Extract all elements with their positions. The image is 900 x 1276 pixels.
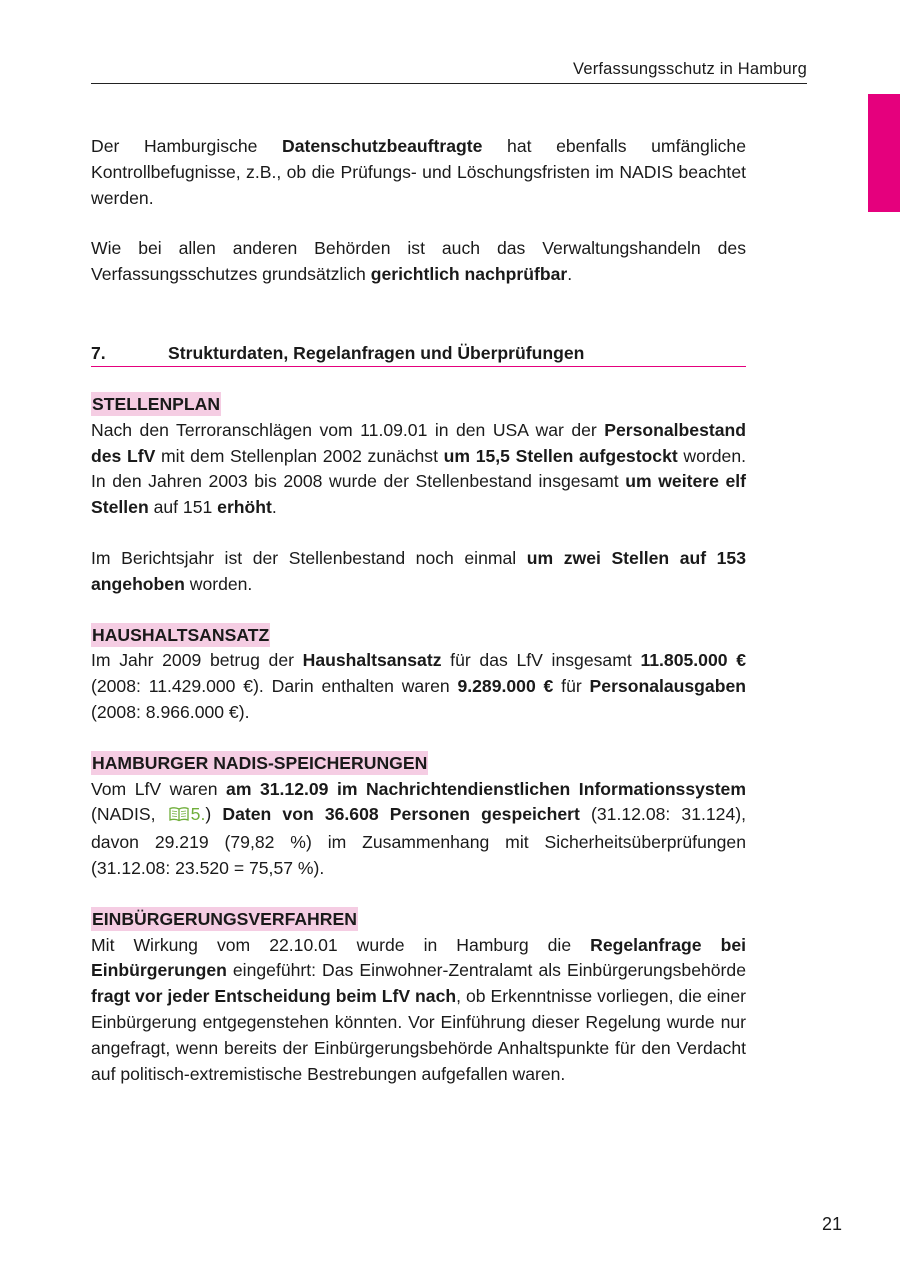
chapter-marker-tab	[868, 94, 900, 212]
section-number: 7.	[91, 342, 106, 363]
page-content	[91, 134, 746, 1087]
stellenplan-paragraph-2	[91, 546, 746, 598]
text-run: .	[271, 497, 277, 518]
haushalt-paragraph	[91, 648, 746, 725]
text-run: Wie bei allen anderen Behörden ist auch das Verwaltungshandeln des Verfassungsschutzes grundsätzlich	[91, 238, 746, 285]
bold-run: 11.805.000 €	[640, 650, 746, 671]
text-run: für das LfV insgesamt	[441, 650, 641, 671]
bold-run: um zwei Stellen auf 153 angehoben	[91, 547, 747, 594]
text-run: Im Berichtsjahr ist der Stellenbestand noch einmal	[91, 547, 527, 568]
text-run: für	[553, 676, 590, 697]
bold-run: am 31.12.09 im Nachrichtendienstlichen Informationssystem	[226, 778, 746, 799]
section-heading	[91, 341, 746, 367]
text-run: (31.12.08: 31.124), davon 29.219 (79,82 %) im Zusammenhang mit Sicherheitsüberprüfungen (31.12.08: 23.520 = 75,57 %).	[91, 804, 746, 878]
text-run: eingeführt: Das Einwohner-Zentralamt als Einbürgerungsbehörde	[226, 960, 746, 981]
bold-run: erhöht	[217, 497, 272, 518]
text-run: Vom LfV waren	[91, 778, 227, 799]
book-icon	[169, 804, 189, 830]
bold-run: Datenschutzbeauftragte	[282, 136, 483, 156]
text-run: mit dem Stellenplan 2002 zunächst	[155, 445, 444, 466]
bold-run: 9.289.000 €	[457, 676, 554, 697]
text-run: worden. In den Jahren 2003 bis 2008 wurde der Stellenbestand insgesamt	[91, 445, 746, 492]
bold-run: Personalbestand des LfV	[91, 419, 746, 466]
subheading-nadis: HAMBURGER NADIS-SPEICHERUNGEN	[92, 752, 428, 773]
bold-run: um weitere elf Stellen	[91, 471, 746, 518]
text-run: hat ebenfalls umfängliche Kontrollbefugnisse, z.B., ob die Prüfungs- und Löschungsfristen im NADIS beachtet werden.	[91, 136, 747, 208]
text-run: , ob Erkenntnisse vorliegen, die einer Einbürgerung entgegenstehen könnten. Vor Einführung dieser Regelung wurde nur angefragt, wenn bereits der Einbürgerungsbehörde Anhaltspunkte für den Verdacht auf politisch-extremistische Bestrebungen aufgefallen waren.	[91, 986, 746, 1084]
text-run: Nach den Terroranschlägen vom 11.09.01 in den USA war der	[91, 419, 605, 440]
text-run: )	[205, 804, 223, 825]
bold-run: Personalausgaben	[589, 676, 746, 697]
bold-run: gerichtlich nachprüfbar	[370, 264, 568, 285]
text-run: Der Hamburgische	[91, 136, 283, 156]
bold-run: Daten von 36.608 Personen gespeichert	[222, 804, 580, 825]
subheading-stellenplan: STELLENPLAN	[92, 393, 221, 414]
einbuergerung-paragraph	[91, 933, 746, 1088]
page-number: 21	[821, 1214, 842, 1234]
intro-paragraph-1	[91, 134, 746, 211]
bold-run: Haushaltsansatz	[302, 650, 442, 671]
nadis-paragraph	[91, 777, 746, 882]
text-run: (2008: 8.966.000 €).	[91, 701, 250, 722]
cross-reference-link[interactable]: 5.	[190, 804, 206, 825]
text-run: Im Jahr 2009 betrug der	[91, 650, 303, 671]
text-run: Mit Wirkung vom 22.10.01 wurde in Hamburg die	[91, 934, 591, 955]
stellenplan-paragraph-1	[91, 418, 746, 521]
running-header: Verfassungsschutz in Hamburg	[91, 60, 807, 84]
subheading-haushaltsansatz: HAUSHALTSANSATZ	[92, 624, 270, 645]
section-title: Strukturdaten, Regelanfragen und Überprüfungen	[168, 342, 585, 363]
bold-run: um 15,5 Stellen aufgestockt	[443, 445, 678, 466]
subheading-einbuergerung: EINBÜRGERUNGSVERFAHREN	[92, 908, 357, 929]
text-run: (2008: 11.429.000 €). Darin enthalten waren	[91, 676, 458, 697]
bold-run: fragt vor jeder Entscheidung beim LfV nach	[91, 986, 457, 1007]
text-run: (NADIS,	[91, 804, 167, 825]
bold-run: Regelanfrage bei Einbürgerungen	[91, 934, 746, 981]
intro-paragraph-2	[91, 236, 746, 288]
text-run: auf 151	[148, 497, 218, 518]
text-run: .	[567, 264, 573, 285]
text-run: worden.	[184, 573, 253, 594]
